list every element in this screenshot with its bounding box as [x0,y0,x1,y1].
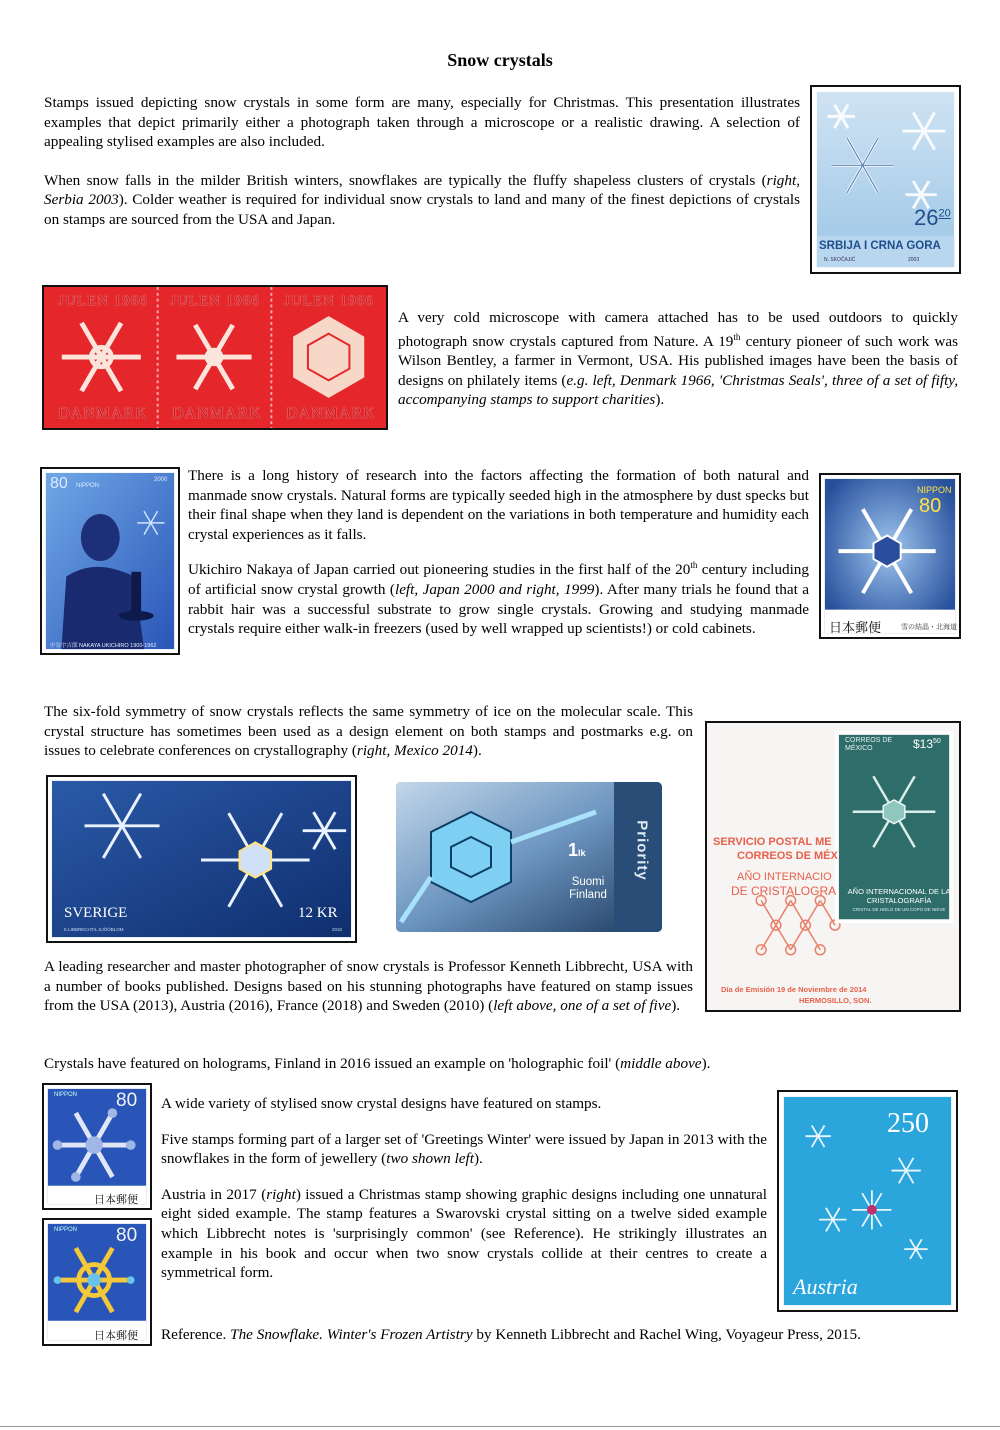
intro-section [44,93,800,230]
denmark-seal-3-top: JULEN 1966 [284,293,374,309]
holograms-paragraph: Crystals have featured on holograms, Finland in 2016 issued an example on 'holographic foil' (middle above). [44,1055,711,1072]
finland-stamp-value: 1lk [568,840,586,860]
mexico-postmark-line-4: DE CRISTALOGRA [731,884,837,898]
mexico-stamp-value: $\$13^{50}$ [913,737,941,751]
libbrecht-paragraph: A leading researcher and master photographer of snow crystals is Professor Kenneth Libbrecht, USA with a number of books published. Designs based on his stunning photographs have featured on stamp issues from the USA (2013), Austria (2016), France (2018) and Sweden (2010) (left above, one of a set of five). [44,958,693,1015]
finland-stamp-priority: Priority [633,820,651,881]
page-title: Snow crystals [447,50,553,70]
denmark-seal-2-top: JULEN 1966 [170,293,260,309]
serbia-stamp-country: SRBIJA I CRNA GORA [819,240,941,252]
japan-1999-stamp-country: NIPPON [917,485,952,495]
austria-stamp-country: Austria [793,1274,858,1299]
mexico-postmark-date: Día de Emisión 19 de Noviembre de 2014 [721,985,867,994]
holograms-section [44,1054,944,1074]
stylised-paragraph-2: Five stamps forming part of a larger set of 'Greetings Winter' were issued by Japan in 2013 with the snowflakes in the form of jewellery (two shown left). [161,1130,767,1168]
page-bottom-rule [0,1426,1000,1427]
japan-jewel-2-kanji: 日本郵便 [94,1330,138,1342]
reference-paragraph: Reference. The Snowflake. Winter's Frozen Artistry by Kenneth Libbrecht and Rachel Wing, Voyageur Press, 2015. [161,1326,861,1343]
denmark-christmas-seals-image [42,285,388,430]
sweden-stamp-year: 2010 [332,927,343,932]
research-paragraph-2: Ukichiro Nakaya of Japan carried out pioneering studies in the first half of the 20th century including of artificial snow crystal growth (left, Japan 2000 and right, 1999). After many trials he found that a rabbit hair was a successful substrate to grow single crystals. Growing and studying manmade crystals require either walk-in freezers (used by well wrapped up scientists!) or cold cabinets. [188,560,809,638]
research-section [188,466,809,639]
japan-1999-stamp-kanji: 日本郵便 [829,620,882,635]
serbia-stamp-year: 2003 [908,257,920,263]
japan-nakaya-stamp-value: 80 [50,475,68,492]
symmetry-paragraph: The six-fold symmetry of snow crystals reflects the same symmetry of ice on the molecular scale. This crystal structure has sometimes been used as a design element on both stamps and postmarks e.g. on issues to celebrate conferences on crystallography (right, Mexico 2014). [44,703,693,760]
libbrecht-section [44,957,693,1016]
denmark-seal-3-bottom: DANMARK [286,405,376,422]
japan-jewel-stamp-2-image [42,1218,152,1346]
japan-jewel-1-kanji: 日本郵便 [94,1194,138,1206]
japan-nakaya-stamp-country: NIPPON [76,483,100,489]
japan-nakaya-stamp-image [40,467,180,655]
symmetry-section [44,702,693,761]
japan-1999-stamp-caption: 雪の結晶・北海道 [901,623,957,631]
mexico-postmark-line-2: CORREOS DE MÉX [737,850,838,862]
japan-1999-stamp-image [819,473,961,639]
sweden-stamp-image [46,775,357,943]
austria-stamp-image [777,1090,958,1312]
intro-paragraph-1: Stamps issued depicting snow crystals in some form are many, especially for Christmas. This presentation illustrates examples that depict primarily either a photograph taken through a microscope or a realistic drawing. A selection of appealing stylised examples are also included. [44,94,800,151]
denmark-seal-1-bottom: DANMARK [58,405,148,422]
sweden-stamp-value: 12 KR [298,905,338,921]
mexico-stamp-subtitle: CRISTAL DE HIELO DE UN COPO DE NIEVE [852,907,946,912]
mexico-cover-image [705,721,961,1012]
japan-nakaya-stamp-name: 中谷宇吉郎 NAKAYA UKICHIRO 1900-1962 [50,643,157,649]
bentley-paragraph: A very cold microscope with camera attached has to be used outdoors to quickly photograph snow crystals captured from Nature. A 19th century pioneer of such work was Wilson Bentley, a farmer in Vermont, USA. His published images have been the basis of designs on philately items (e.g. left, Denmark 1966, 'Christmas Seals', three of a set of fifty, accompanying stamps to support charities). [398,309,958,409]
finland-stamp-country: Suomi Finland [569,876,607,901]
serbia-stamp-credit: N. SKOČAJIĆ [824,257,856,263]
finland-stamp-image [396,782,662,932]
denmark-seal-1-top: JULEN 1966 [58,293,148,309]
japan-1999-stamp-value: 80 [919,495,942,517]
stylised-paragraph-1: A wide variety of stylised snow crystal designs have featured on stamps. [161,1095,602,1112]
sweden-stamp-country: SVERIGE [64,905,128,921]
mexico-stamp-country: CORREOS DE MÉXICO [845,737,893,752]
stylised-paragraph-3: Austria in 2017 (right) issued a Christmas stamp showing graphic designs including one unnatural eight sided example. The stamp features a Swarovski crystal sitting on a twelve sided example which Libbrecht notes is 'surprisingly common' (see Reference). He strikingly illustrates an example in his book and occur when two snow crystals collide at their centres to create a symmetrical form. [161,1185,767,1282]
japan-jewel-stamp-1-image [42,1083,152,1210]
mexico-stamp-issue-title: AÑO INTERNACIONAL DE LA CRISTALOGRAFÍA [847,887,951,905]
mexico-postmark-line-3: AÑO INTERNACIO [737,871,832,883]
sweden-stamp-credit: K.LIBBRECHT/L.SJÖÖBLOM [64,927,124,932]
japan-jewel-1-value: 80 [116,1090,138,1111]
reference-section [161,1325,961,1345]
mexico-postmark-line-1: SERVICIO POSTAL ME [713,836,832,848]
japan-jewel-2-country: NIPPON [54,1227,78,1233]
stylised-section [161,1094,767,1283]
japan-jewel-2-value: 80 [116,1225,138,1246]
japan-nakaya-stamp-year: 2000 [154,477,168,483]
research-paragraph-1: There is a long history of research into the factors affecting the formation of both natural and manmade snow crystals. Natural forms are typically seeded high in the atmosphere by dust specks but their final shape when they land is dependent on the variations in both temperature and humidity each crystal experiences as it falls. [188,467,809,543]
austria-stamp-value: 250 [887,1108,929,1139]
serbia-stamp-value: $26^{20}$ [914,205,951,230]
intro-paragraph-2: When snow falls in the milder British winters, snowflakes are typically the fluffy shapeless clusters of crystals (right, Serbia 2003). Colder weather is required for individual snow crystals to land and many of the finest depictions of crystals on stamps are sourced from the USA and Japan. [44,171,800,228]
denmark-seal-2-bottom: DANMARK [172,405,262,422]
bentley-section [398,308,958,410]
mexico-postmark-place: HERMOSILLO, SON. [799,996,872,1005]
japan-jewel-1-country: NIPPON [54,1092,78,1098]
serbia-stamp-image [810,85,961,274]
